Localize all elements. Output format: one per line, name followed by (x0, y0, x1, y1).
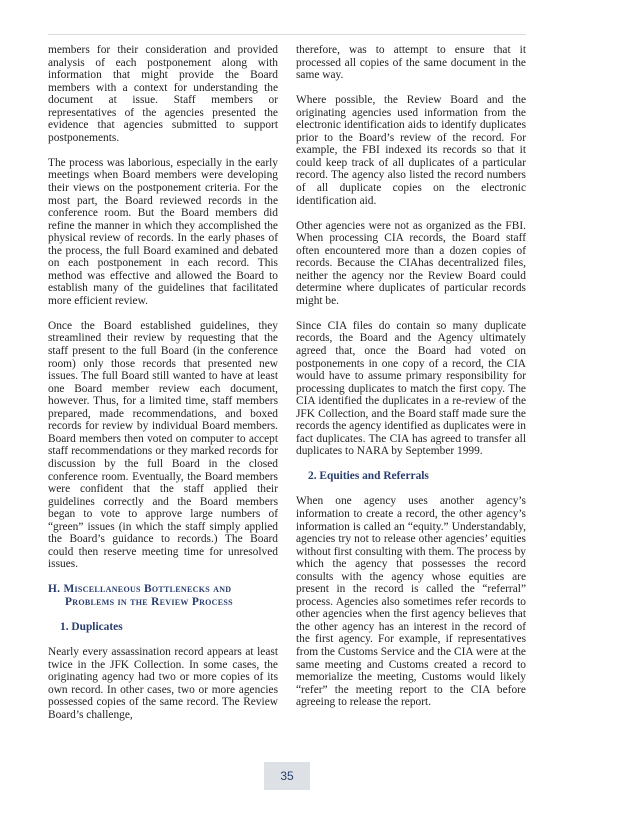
paragraph: Nearly every assassination record appears at least twice in the JFK Collection. In some cases, the originating agency had two or more copies of its own record. In other cases, two or more agencies possessed copies of the same record. The Review Board’s challenge, (48, 646, 278, 721)
top-rule (48, 34, 526, 35)
paragraph: Once the Board established guidelines, they streamlined their review by requesting that the staff present to the full Board (in the conference room) only those records that presented new issues. The full Board still wanted to have at least one Board member review each document, however. Thus, for a limited time, staff members prepared, made recommendations, and boxed records for review by individual Board members. Board members then voted on computer to accept staff recommendations or they marked records for discussion by the full Board in the closed conference room. Eventually, the Board members were confident that the staff applied their guidelines correctly and the Board members began to vote to approve large numbers of “green” issues (in which the staff simply applied the Board’s guidance to records.) The Board could then reserve meeting time for unresolved issues. (48, 319, 278, 571)
paragraph: therefore, was to attempt to ensure that it processed all copies of the same document in the same way. (296, 44, 526, 82)
paragraph: When one agency uses another agency’s information to create a record, the other agency’s information is called an “equity.” Understandably, agencies try not to release other agencies’ equities without first consulting with them. The process by which the agency that possesses the record consults with the agency whose equities are present in the record is called the “referral” process. Agencies also sometimes refer records to other agencies when the first agency believes that the other agency has an interest in the record of the first agency. For example, if representatives from the Customs Service and the CIA were at the same meeting and Customs created a record to memorialize the meeting, Customs would likely “refer” the meeting report to the CIA before agreeing to release the report. (296, 495, 526, 709)
page-number: 35 (280, 769, 294, 783)
page-number-box (264, 762, 310, 790)
paragraph: Where possible, the Review Board and the originating agencies used information from the electronic identification aids to identify duplicates prior to the Board’s review of the record. For example, the FBI indexed its records so that it could keep track of all duplicates of a particular record. The agency also listed the record numbers of all duplicate copies on the electronic identification aid. (296, 94, 526, 207)
paragraph: The process was laborious, especially in the early meetings when Board members were developing their views on the postponement criteria. For the most part, the Board reviewed records in the conference room. But the Board members did refine the manner in which they accomplished the physical review of records. In the early phases of the process, the full Board examined and debated on each postponement in each record. This method was effective and allowed the Board to establish many of the guidelines that facilitated more efficient review. (48, 156, 278, 307)
paragraph: Other agencies were not as organized as the FBI. When processing CIA records, the Board staff often encountered more than a dozen copies of records. Because the CIAhas decentralized files, neither the agency nor the Review Board could determine where duplicates of particular records might be. (296, 219, 526, 307)
section-heading (48, 583, 278, 608)
left-column (48, 44, 278, 734)
right-column (296, 44, 526, 721)
paragraph: Since CIA files do contain so many duplicate records, the Board and the Agency ultimately agreed that, once the Board had voted on postponements in one copy of a record, the CIA would have to assume primary responsibility for processing duplicates to match the first copy. The CIA identified the duplicates in a re-review of the JFK Collection, and the Board staff made sure the records the agency identified as duplicates were in fact duplicates. The CIA has agreed to transfer all duplicates to NARA by September 1999. (296, 319, 526, 458)
section-heading-line1: H. Miscellaneous Bottlenecks and (48, 583, 232, 596)
subsection-heading: 2. Equities and Referrals (308, 470, 429, 483)
paragraph: members for their consideration and provided analysis of each postponement along with information that might provide the Board members with a context for understanding the document at issue. Staff members or representatives of the agencies presented the evidence that agencies submitted to support postponements. (48, 44, 278, 144)
subsection-heading: 1. Duplicates (60, 620, 123, 633)
section-heading-line2: Problems in the Review Process (65, 595, 233, 608)
